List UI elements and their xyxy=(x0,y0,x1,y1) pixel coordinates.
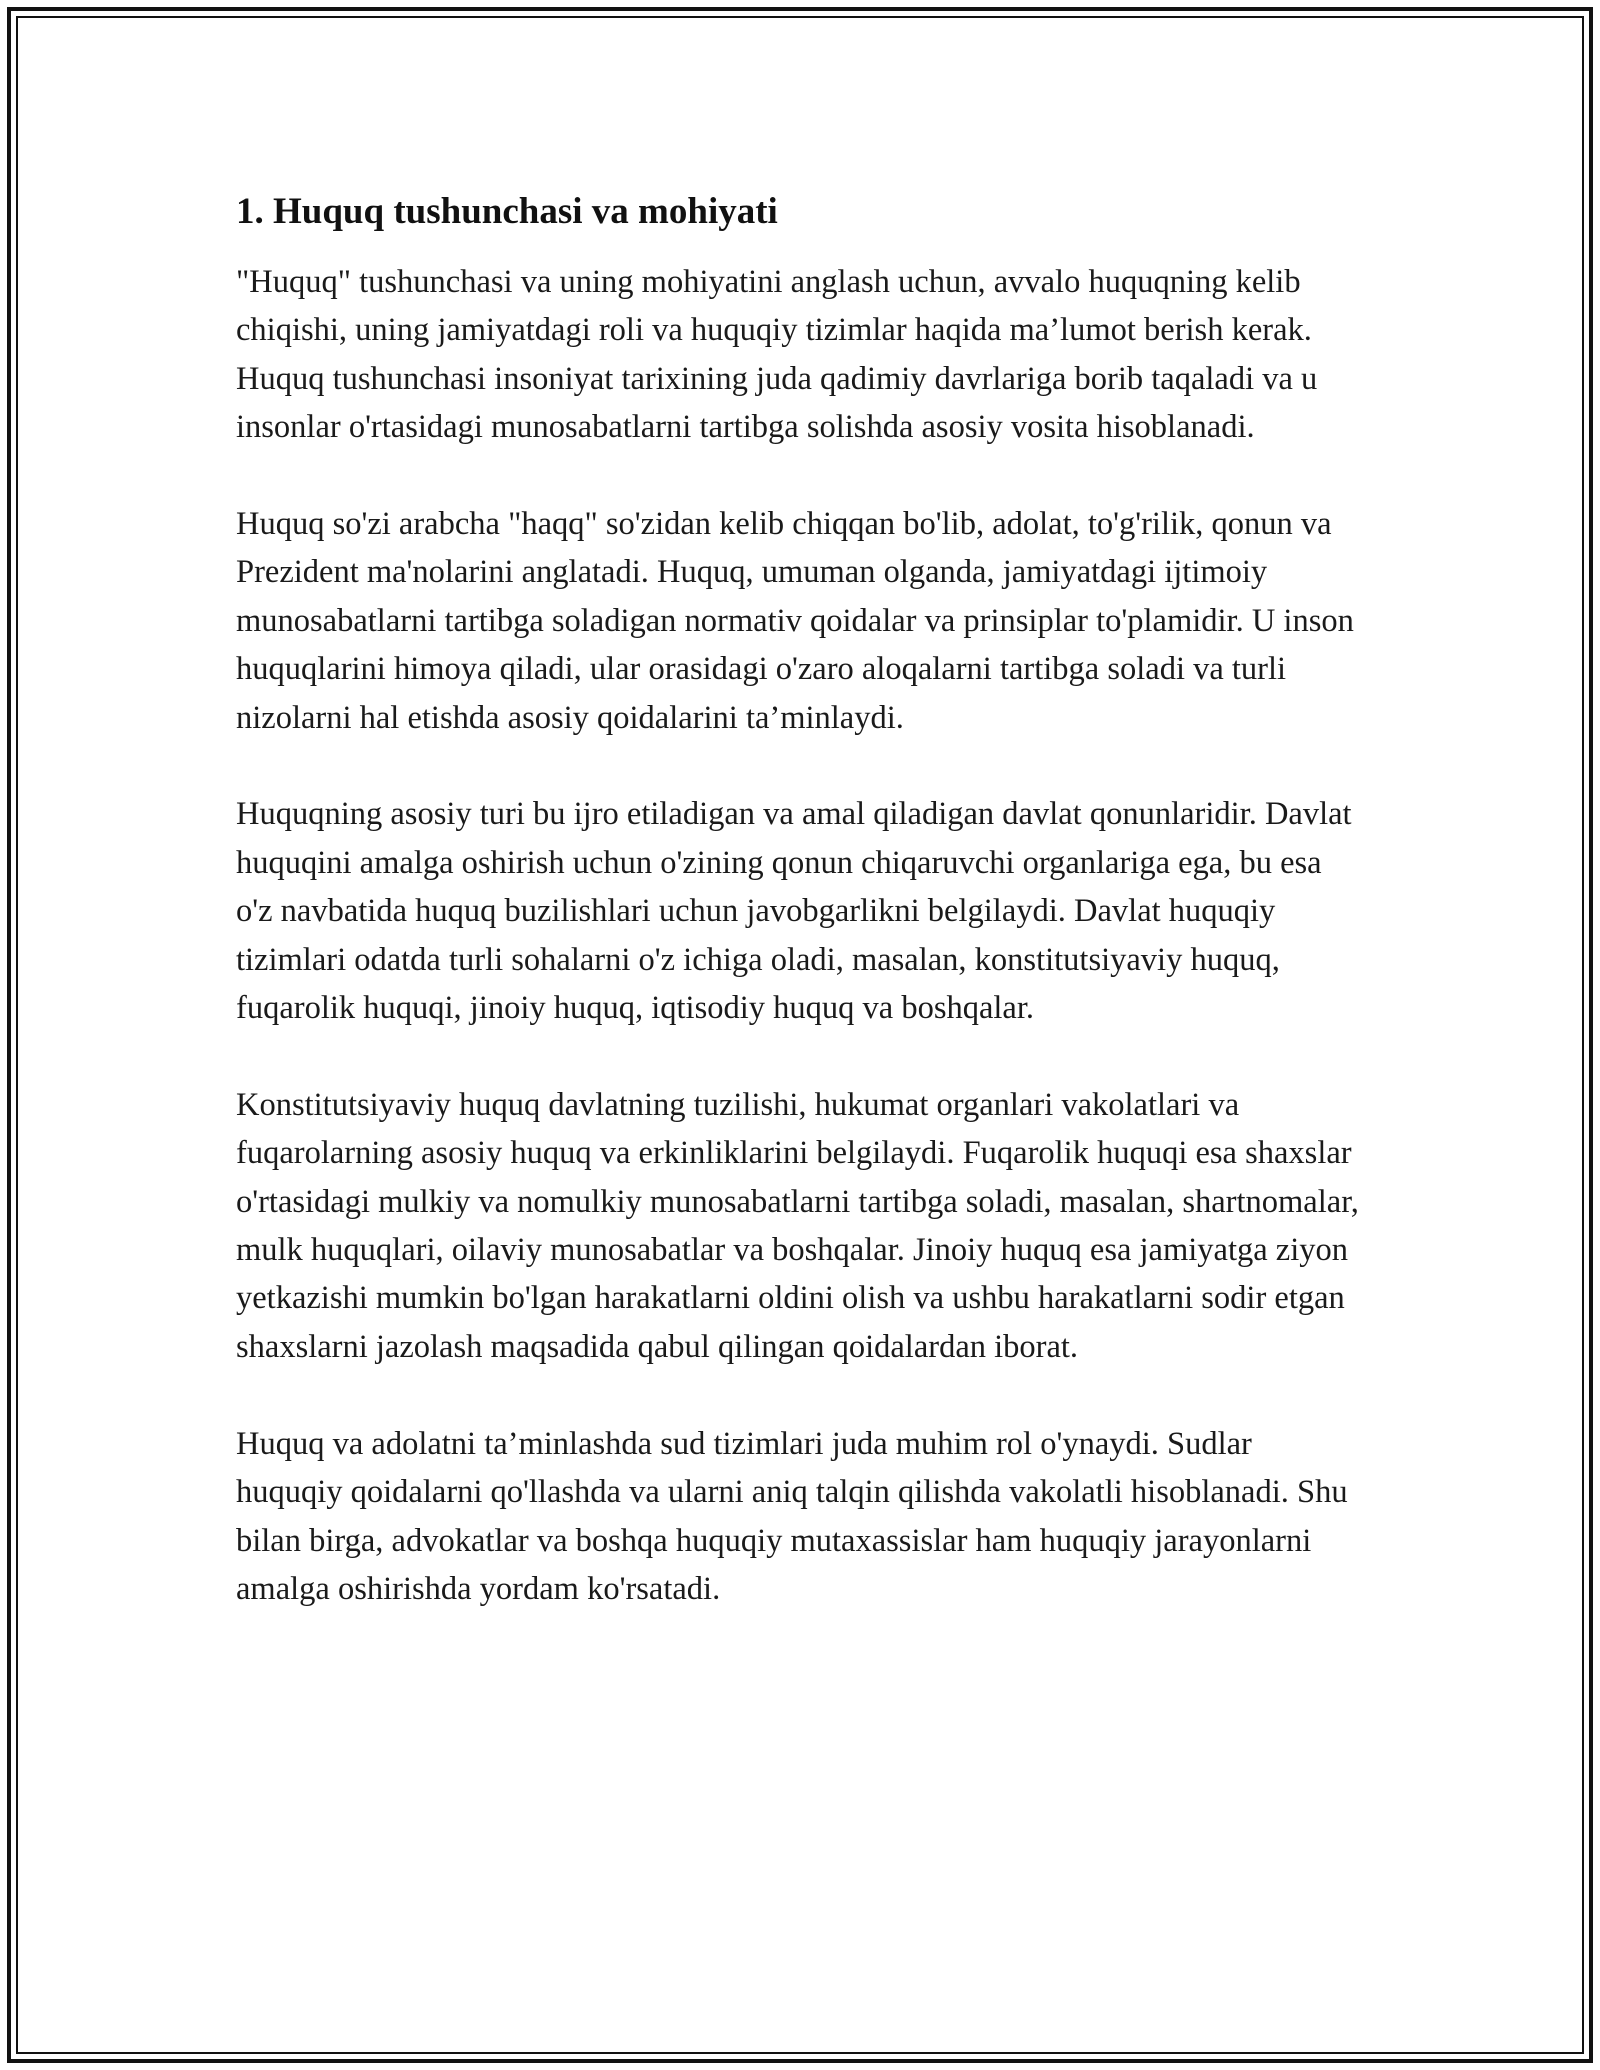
paragraph-3: Huquqning asosiy turi bu ijro etiladigan va amal qiladigan davlat qonunlaridir. Davlat huquqini amalga oshirish uchun o'zining qonun chiqaruvchi organlariga ega, bu esa o'z navbatida huquq buzilishlari uchun javobgarlikni belgilaydi. Davlat huquqiy tizimlari odatda turli sohalarni o'z ichiga oladi, masalan, konstitutsiyaviy huquq, fuqarolik huquqi, jinoiy huquq, iqtisodiy huquq va boshqalar. xyxy=(236,796,1352,1027)
paragraph-2: Huquq so'zi arabcha "haqq" so'zidan kelib chiqqan bo'lib, adolat, to'g'rilik, qonun va Prezident ma'nolarini anglatadi. Huquq, umuman olganda, jamiyatdagi ijtimoiy munosabatlarni tartibga soladigan normativ qoidalar va prinsiplar to'plamidir. U inson huquqlarini himoya qiladi, ular orasidagi o'zaro aloqalarni tartibga soladi va turli nizolarni hal etishda asosiy qoidalarini ta’minlaydi. xyxy=(236,506,1354,736)
paragraph-4: Konstitutsiyaviy huquq davlatning tuzilishi, hukumat organlari vakolatlari va fuqarolarning asosiy huquq va erkinliklarini belgilaydi. Fuqarolik huquqi esa shaxslar o'rtasidagi mulkiy va nomulkiy munosabatlarni tartibga soladi, masalan, shartnomalar, mulk huquqlari, oilaviy munosabatlar va boshqalar. Jinoiy huquq esa jamiyatga ziyon yetkazishi mumkin bo'lgan harakatlarni oldini olish va ushbu harakatlarni sodir etgan shaxslarni jazolash maqsadida qabul qilingan qoidalardan iborat. xyxy=(236,1086,1359,1365)
page-title: 1. Huquq tushunchasi va mohiyati xyxy=(236,191,778,232)
document-body xyxy=(236,188,1361,1613)
paragraph-1: "Huquq" tushunchasi va uning mohiyatini anglash uchun, avvalo huquqning kelib chiqishi, uning jamiyatdagi roli va huquqiy tizimlar haqida ma’lumot berish kerak. Huquq tushunchasi insoniyat tarixining juda qadimiy davrlariga borib taqaladi va u insonlar o'rtasidagi munosabatlarni tartibga solishda asosiy vosita hisoblanadi. xyxy=(236,264,1318,446)
paragraph-5: Huquq va adolatni ta’minlashda sud tizimlari juda muhim rol o'ynaydi. Sudlar huquqiy qoidalarni qo'llashda va ularni aniq talqin qilishda vakolatli hisoblanadi. Shu bilan birga, advokatlar va boshqa huquqiy mutaxassislar ham huquqiy jarayonlarni amalga oshirishda yordam ko'rsatadi. xyxy=(236,1425,1348,1607)
